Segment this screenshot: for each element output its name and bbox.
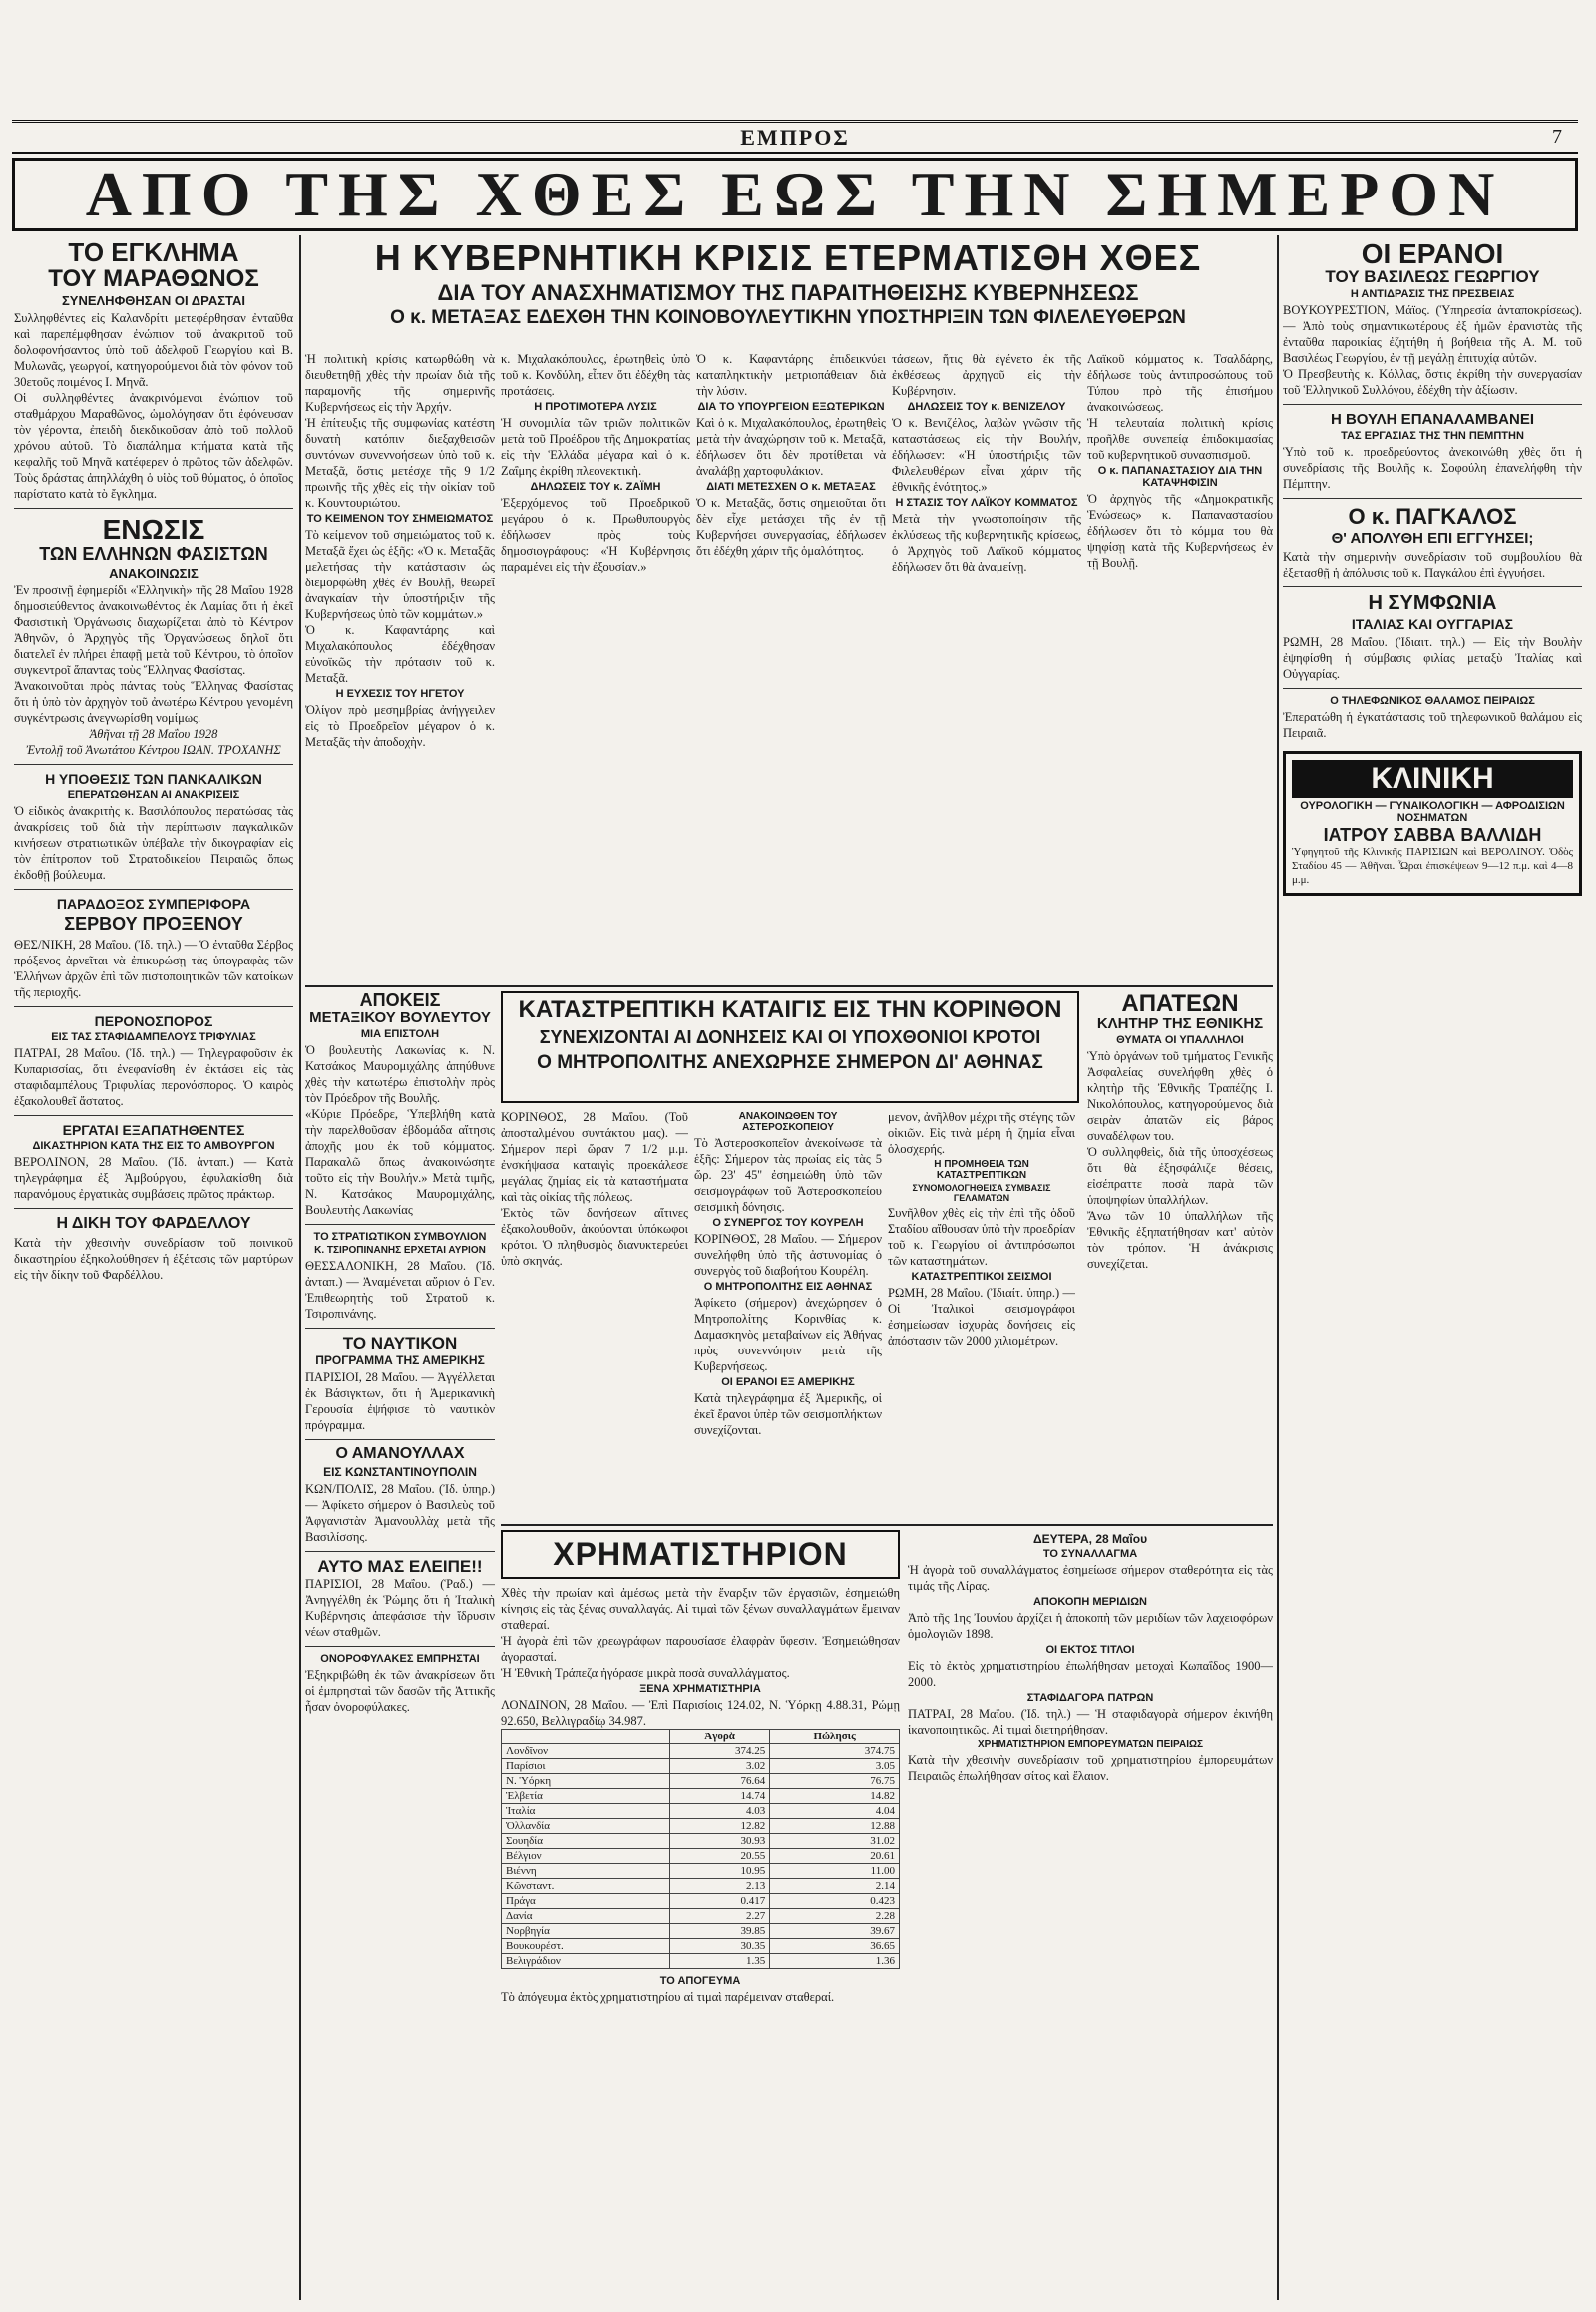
currency-name: Βελιγράδιον xyxy=(502,1954,670,1969)
crisis-col-5 xyxy=(1087,351,1273,979)
article-text: Ἀπὸ τῆς 1ης Ἰουνίου ἀρχίζει ἡ ἀποκοπὴ τῶν μεριδίων τῶν λαχειοφόρων ὁμολογιῶν 1898. xyxy=(908,1611,1273,1641)
rate-value: 76.75 xyxy=(770,1774,900,1789)
currency-name: Κῶνσταντ. xyxy=(502,1879,670,1894)
headline: Η ΚΥΒΕΡΝΗΤΙΚΗ ΚΡΙΣΙΣ ΕΤΕΡΜΑΤΙΣΘΗ ΧΘΕΣ xyxy=(374,239,1202,278)
signature: Ἐντολῇ τοῦ Ἀνωτάτου Κέντρου ΙΩΑΝ. ΤΡΟΧΑΝΗΣ xyxy=(26,742,281,757)
article-text: Ἡ τελευταία πολιτικὴ κρίσις προῆλθε συνεπείᾳ ἐπιδοκιμασίας τοῦ κυβερνητικοῦ συνασπισμοῦ. xyxy=(1087,416,1273,462)
divider xyxy=(305,1646,495,1647)
article-text: Ὁ κ. Μεταξᾶς, ὅστις σημειοῦται ὅτι δὲν εἶχε μετάσχει τῆς ἐν τῇ Κυβερνήσει συνεργασίας, ἐδήλωσεν ὅτι ἐδέχθη χάριν τῆς ὁμαλότητος. xyxy=(696,496,886,558)
article-text: Ἄνω τῶν 10 ὑπαλλήλων τῆς Ἐθνικῆς ἐξηπατήθησαν κατ' αὐτὸν τὸν τρόπον. Ἡ ἀνάκρισις συνεχίζεται. xyxy=(1087,1208,1273,1271)
subheadline: ΔΗΛΩΣΕΙΣ ΤΟΥ κ. ΒΕΝΙΖΕΛΟΥ xyxy=(907,401,1066,413)
subheadline: ΕΙΣ ΚΩΝΣΤΑΝΤΙΝΟΥΠΟΛΙΝ xyxy=(323,1465,477,1480)
bourse-title: ΧΡΗΜΑΤΙΣΤΗΡΙΟΝ xyxy=(501,1530,900,1579)
subheadline: Η ΠΡΟΤΙΜΟΤΕΡΑ ΛΥΣΙΣ xyxy=(534,401,657,413)
subheadline: ΞΕΝΑ ΧΡΗΜΑΤΙΣΤΗΡΙΑ xyxy=(639,1683,761,1695)
currency-name: Σουηδία xyxy=(502,1834,670,1849)
rate-value: 31.02 xyxy=(770,1834,900,1849)
currency-name: Δανία xyxy=(502,1909,670,1924)
article-text: Κατὰ τὴν σημερινὴν συνεδρίασιν τοῦ συμβουλίου θὰ ἐξετασθῇ ἡ ἀπόλυσις τοῦ κ. Παγκάλου ἐπὶ ἐγγυήσει. xyxy=(1283,550,1582,580)
table-row xyxy=(502,1849,900,1864)
rate-value: 12.88 xyxy=(770,1819,900,1834)
article-text: Ὁ βουλευτὴς Λακωνίας κ. Ν. Κατσάκος Μαυρομιχάλης ἀπηύθυνε χθὲς τὴν κατωτέρω ἐπιστολὴν πρὸς τὸν Πρόεδρον τῆς Βουλῆς. xyxy=(305,1042,495,1105)
subheadline: ΑΝΑΚΟΙΝΩΘΕΝ ΤΟΥ ΑΣΤΕΡΟΣΚΟΠΕΙΟΥ xyxy=(738,1111,838,1133)
article-text: Συνῆλθον χθὲς εἰς τὴν ἐπὶ τῆς ὁδοῦ Σταδίου αἴθουσαν ὑπὸ τὴν προεδρίαν τοῦ κ. Γεωργίου οἱ ἀντιπρόσωποι τῶν καταστημάτων. xyxy=(888,1206,1075,1268)
subheadline: ΑΠΟΚΟΠΗ ΜΕΡΙΔΙΩΝ xyxy=(1032,1596,1147,1608)
article-text: Χθὲς τὴν πρωίαν καὶ ἀμέσως μετὰ τὴν ἔναρξιν τῶν ἐργασιῶν, ἐσημειώθη κίνησις εἰς τὰς ξένας συναλλαγάς. Αἱ τιμαὶ τῶν ξένων συναλλαγμάτων ἔμειναν σταθεραί. xyxy=(501,1586,900,1632)
article-text: Ὁ Πρεσβευτὴς κ. Κόλλας, ὅστις ἐκρίθη τὴν συνεργασίαν τοῦ Ἑλληνικοῦ Συλλόγου, ἐδέχθη τὴν ἀξίωσιν. xyxy=(1283,367,1582,398)
currency-name: Λονδῖνον xyxy=(502,1744,670,1759)
headline: Η ΒΟΥΛΗ ΕΠΑΝΑΛΑΜΒΑΝΕΙ xyxy=(1330,411,1535,429)
corinth-header xyxy=(501,991,1079,1103)
headline: Ο ΑΜΑΝΟΥΛΛΑΧ xyxy=(335,1445,465,1463)
article-text: Ὁ κ. Βενιζέλος, λαβὼν γνῶσιν τῆς καταστάσεως εἰς τὴν Βουλήν, ἐδήλωσεν: «Ἡ ὑποστήριξις τῶν Φιλελευθέρων εἶναι χάριν τῆς ἐθνικῆς ἑνότητος.» xyxy=(892,416,1081,494)
rate-value: 1.36 xyxy=(770,1954,900,1969)
corinth-col-2 xyxy=(694,1109,882,1518)
subheadline: Ο ΜΗΤΡΟΠΟΛΙΤΗΣ ΑΝΕΧΩΡΗΣΕ ΣΗΜΕΡΟΝ ΔΙ' ΑΘΗΝΑΣ xyxy=(537,1052,1043,1074)
subheadline: ΔΙΑ ΤΟ ΥΠΟΥΡΓΕΙΟΝ ΕΞΩΤΕΡΙΚΩΝ xyxy=(697,401,885,413)
divider xyxy=(14,508,293,509)
rate-value: 0.417 xyxy=(669,1894,769,1909)
divider xyxy=(305,1224,495,1225)
article-text: Ὀλίγον πρὸ μεσημβρίας ἀνήγγειλεν εἰς τὸ Προεδρεῖον μέγαρον ὁ κ. Μεταξᾶς τὴν ἀποδοχὴν. xyxy=(305,703,495,749)
article-text: Ἀνακοινοῦται πρὸς πάντας τοὺς Ἕλληνας Φασίστας ὅτι ἡ ὑπὸ τὸν ἀρχηγὸν τοῦ ἀνωτέρω Κέντρου γενομένη συγκέντρωσις ἀνεγνωρίσθη νομίμως. xyxy=(14,678,293,725)
subheadline: Ο ΣΥΝΕΡΓΟΣ ΤΟΥ ΚΟΥΡΕΛΗ xyxy=(712,1217,864,1229)
divider xyxy=(14,764,293,765)
bourse-section xyxy=(501,1530,900,2298)
section-rule xyxy=(305,985,1273,987)
rate-value: 4.04 xyxy=(770,1804,900,1819)
corinth-col-1 xyxy=(501,1109,688,1518)
article-text: ΡΩΜΗ, 28 Μαΐου. (Ἰδιαιτ. τηλ.) — Εἰς τὴν Βουλὴν ἐψηφίσθη ἡ σύμβασις φιλίας μεταξὺ Ἰταλίας καὶ Οὐγγαρίας. xyxy=(1283,635,1582,682)
headline: ΕΝΩΣΙΣ xyxy=(102,514,205,546)
crisis-col-4 xyxy=(892,351,1081,979)
currency-name: Ὁλλανδία xyxy=(502,1819,670,1834)
subheadline: ΠΡΟΓΡΑΜΜΑ ΤΗΣ ΑΜΕΡΙΚΗΣ xyxy=(315,1353,485,1368)
article-text: Μετὰ τὴν γνωστοποίησιν τῆς ἐκλύσεως τῆς κυβερνητικῆς κρίσεως, ὁ Ἀρχηγὸς τοῦ Λαϊκοῦ κόμματος ἐδήλωσεν ὅτι θὰ ἀναμείνῃ. xyxy=(892,512,1081,574)
article-text: Τὸ Ἀστεροσκοπεῖον ἀνεκοίνωσε τὰ ἑξῆς: Σήμερον τὰς πρωίας εἰς τὰς 5 ὥρ. 23' 45'' ἐσημειώθη ὑπὸ τῶν σεισμογράφων τοῦ Ἀστεροσκοπείου σεισμικὴ δόνησις. xyxy=(694,1136,882,1214)
headline: ΑΥΤΟ ΜΑΣ ΕΛΕΙΠΕ!! xyxy=(317,1557,483,1577)
table-header: Πώλησις xyxy=(770,1730,900,1744)
subheadline: ΔΗΛΩΣΕΙΣ ΤΟΥ κ. ΖΑΪΜΗ xyxy=(530,481,661,493)
subheadline: ΣΤΑΦΙΔΑΓΟΡΑ ΠΑΤΡΩΝ xyxy=(1026,1692,1154,1704)
article-text: Καὶ ὁ κ. Μιχαλακόπουλος, ἐρωτηθεὶς μετὰ τὴν ἀναχώρησιν τοῦ κ. Μεταξᾶ, ἐδήλωσεν ὅτι δὲν προτίθεται νὰ ἀναλάβῃ χαρτοφυλάκιον. xyxy=(696,416,886,478)
rate-value: 4.03 xyxy=(669,1804,769,1819)
headline: ΠΕΡΟΝΟΣΠΟΡΟΣ xyxy=(94,1012,213,1029)
article-text: ΠΑΡΙΣΙΟΙ, 28 Μαΐου. — Ἀγγέλλεται ἐκ Βάσιγκτων, ὅτι ἡ Ἀμερικανικὴ Γερουσία ἐψήφισε τὸ ναυτικὸν πρόγραμμα. xyxy=(305,1370,495,1433)
article-text: Ἐξερχόμενος τοῦ Προεδρικοῦ μεγάρου ὁ κ. Πρωθυπουργὸς ἐδήλωσεν πρὸς τοὺς δημοσιογράφους: «Ἡ Κυβέρνησις παραμένει εἰς τὴν ἐξουσίαν.» xyxy=(501,496,690,574)
headline: ΚΑΤΑΣΤΡΕΠΤΙΚΗ ΚΑΤΑΙΓΙΣ ΕΙΣ ΤΗΝ ΚΟΡΙΝΘΟΝ xyxy=(518,996,1062,1023)
divider xyxy=(14,1006,293,1007)
headline: ΑΠΟΚΕΙΣ xyxy=(359,991,441,1010)
table-row xyxy=(502,1819,900,1834)
subheadline: ΤΟ ΣΥΝΑΛΛΑΓΜΑ xyxy=(1042,1548,1138,1560)
subheadline: ΣΥΝΕΛΗΦΘΗΣΑΝ ΟΙ ΔΡΑΣΤΑΙ xyxy=(61,293,246,309)
divider xyxy=(14,1115,293,1116)
crisis-col-3 xyxy=(696,351,886,979)
article-text: Ἡ ἀγορὰ τοῦ συναλλάγματος ἐσημείωσε σήμερον σταθερότητα εἰς τὰς τιμάς τῆς Λίρας. xyxy=(908,1563,1273,1593)
article-text: Κατὰ τὴν χθεσινὴν συνεδρίασιν τοῦ ποινικοῦ δικαστηρίου ἐξηκολούθησεν ἡ ἐξέτασις τῶν μαρτύρων εἰς τὴν δίκην τοῦ Φαρδέλλου. xyxy=(14,1235,293,1282)
rate-value: 14.74 xyxy=(669,1789,769,1804)
article-text: Ὁ ἀρχηγὸς τῆς «Δημοκρατικῆς Ἑνώσεως» κ. Παπαναστασίου ἐδήλωσεν ὅτι τὸ κόμμα του θὰ ψηφίσῃ κατὰ τῆς Κυβερνήσεως ἐν τῇ Βουλῇ. xyxy=(1087,492,1273,570)
article-text: Ὁ κ. Καφαντάρης καὶ Μιχαλακόπουλος ἐδέχθησαν εὐνοϊκῶς τὴν πρότασιν τοῦ κ. Μεταξᾶ. xyxy=(305,623,495,685)
article-text: Ὁ κ. Καφαντάρης ἐπιδεικνύει καταπληκτικὴν μετριοπάθειαν διὰ τὴν λύσιν. xyxy=(696,352,886,398)
divider xyxy=(1283,498,1582,499)
article-text: Συλληφθέντες εἰς Καλανδρίτι μετεφέρθησαν ἐνταῦθα καὶ παρεπέμφθησαν ἐνώπιον τοῦ ἀνακριτοῦ τοῦ δολοφονήσαντος ὑπὸ τοῦ ἀδελφοῦ Γεωργίου καὶ Β. Μυλωνᾶς, γεωργοί, κατηγορούμενοι διὰ τὸν φόνον τοῦ 30ετοῦς ποιμένος Ι. Μηνᾶ. xyxy=(14,311,293,390)
table-row xyxy=(502,1954,900,1969)
subheadline: Ο ΜΗΤΡΟΠΟΛΙΤΗΣ ΕΙΣ ΑΘΗΝΑΣ xyxy=(703,1281,873,1293)
section-rule xyxy=(501,1524,1273,1526)
headline: ΣΕΡΒΟΥ ΠΡΟΞΕΝΟΥ xyxy=(64,913,243,934)
crisis-col-1 xyxy=(305,351,495,979)
divider xyxy=(305,1328,495,1329)
subheadline: ΜΙΑ ΕΠΙΣΤΟΛΗ xyxy=(360,1027,440,1040)
divider xyxy=(1283,688,1582,689)
subheadline: ΤΟ ΚΕΙΜΕΝΟΝ ΤΟΥ ΣΗΜΕΙΩΜΑΤΟΣ xyxy=(306,513,494,525)
table-row xyxy=(502,1774,900,1789)
middle-left-column xyxy=(305,991,495,2298)
currency-name: Παρίσιοι xyxy=(502,1759,670,1774)
subheadline: ΟΙ ΕΡΑΝΟΙ ΕΞ ΑΜΕΡΙΚΗΣ xyxy=(721,1376,855,1388)
subheadline: Η ΠΡΟΜΗΘΕΙΑ ΤΩΝ ΚΑΤΑΣΤΡΕΠΤΙΚΩΝ xyxy=(934,1159,1029,1181)
ad-doctor: ΙΑΤΡΟΥ ΣΑΒΒΑ ΒΑΛΛΙΔΗ xyxy=(1323,825,1542,846)
article-text: κ. Μιχαλακόπουλος, ἐρωτηθεὶς ὑπὸ τοῦ κ. Κονδύλη, εἶπεν ὅτι ἐδέχθη τὰς προτάσεις. xyxy=(501,352,690,398)
signature-date: Ἀθῆναι τῇ 28 Μαΐου 1928 xyxy=(89,726,218,741)
article-text: Κατὰ τηλεγράφημα ἐξ Ἀμερικῆς, οἱ ἐκεῖ ἔρανοι ὑπὲρ τῶν σεισμοπλήκτων συνεχίζονται. xyxy=(694,1391,882,1437)
table-row xyxy=(502,1909,900,1924)
table-row xyxy=(502,1894,900,1909)
rate-value: 2.27 xyxy=(669,1909,769,1924)
corinth-col-3 xyxy=(888,1109,1075,1518)
table-header: Ἀγορὰ xyxy=(669,1730,769,1744)
article-text: Ὁ εἰδικὸς ἀνακριτὴς κ. Βασιλόπουλος περατώσας τὰς ἀνακρίσεις τοῦ διὰ τὴν περίπτωσιν παγκαλικῶν κινήσεων στρατιωτικῶν ὑπέβαλε τὴν δικογραφίαν εἰς τὸν ἐπίτροπον τοῦ Στρατοδικείου Πειραιῶς ὅπως ἐκδοθῇ βούλευμα. xyxy=(14,803,293,882)
column-rule xyxy=(1277,235,1279,2300)
column-rule xyxy=(299,235,301,2300)
subheadline: ΔΙΑ ΤΟΥ ΑΝΑΣΧΗΜΑΤΙΣΜΟΥ ΤΗΣ ΠΑΡΑΙΤΗΘΕΙΣΗΣ ΚΥΒΕΡΝΗΣΕΩΣ xyxy=(437,279,1139,305)
subheadline: ΣΥΝΕΧΙΖΟΝΤΑΙ ΑΙ ΔΟΝΗΣΕΙΣ ΚΑΙ ΟΙ ΥΠΟΧΘΟΝΙΟΙ ΚΡΟΤΟΙ xyxy=(539,1027,1041,1048)
article-text: ΚΟΡΙΝΘΟΣ, 28 Μαΐου. — Σήμερον συνελήφθη ὑπὸ τῆς ἀστυνομίας ὁ συνεργὸς τοῦ διαβοήτου Κουρέλη. xyxy=(694,1232,882,1278)
subheadline: ΤΑΣ ΕΡΓΑΣΙΑΣ ΤΗΣ ΤΗΝ ΠΕΜΠΤΗΝ xyxy=(1341,430,1524,443)
rate-value: 30.93 xyxy=(669,1834,769,1849)
article-text: Λαϊκοῦ κόμματος κ. Τσαλδάρης, ἐδήλωσε τοὺς ἀντιπροσώπους τοῦ Τύπου πρὸ τῆς ἐπισήμου ἀνακοινώσεως. xyxy=(1087,352,1273,414)
right-column xyxy=(1283,239,1582,2294)
headline: ΟΝΟΡΟΦΥΛΑΚΕΣ ΕΜΠΡΗΣΤΑΙ xyxy=(320,1653,480,1666)
article-text: ΘΕΣ/ΝΙΚΗ, 28 Μαΐου. (Ἰδ. τηλ.) — Ὁ ἐνταῦθα Σέρβος πρόξενος ἀρνεῖται νὰ ἐπικυρώσῃ τὰς ὑπογραφὰς τῶν Ἑλλήνων ἀρχῶν ἐπὶ τῶν πιστοποιητικῶν τῶν κατοίκων τῆς περιοχῆς. xyxy=(14,937,293,999)
rate-value: 3.05 xyxy=(770,1759,900,1774)
table-row xyxy=(502,1744,900,1759)
currency-name: Πράγα xyxy=(502,1894,670,1909)
rate-value: 20.55 xyxy=(669,1849,769,1864)
currency-name: Ἰταλία xyxy=(502,1804,670,1819)
article-text: Κατὰ τὴν χθεσινὴν συνεδρίασιν τοῦ χρηματιστηρίου ἐμπορευμάτων Πειραιῶς ἐπωλήθησαν σίτος καὶ ἔλαιον. xyxy=(908,1753,1273,1783)
article-text: Ἐπερατώθη ἡ ἐγκατάστασις τοῦ τηλεφωνικοῦ θαλάμου εἰς Πειραιᾶ. xyxy=(1283,710,1582,741)
subheadline: ΔΙΚΑΣΤΗΡΙΟΝ ΚΑΤΑ ΤΗΣ ΕΙΣ ΤΟ ΑΜΒΟΥΡΓΟΝ xyxy=(32,1139,275,1152)
article-text: Ἐκτὸς τῶν δονήσεων αἵτινες ἐξακολουθοῦν, ἀκούονται ὑπόκωφοι κρότοι. Ὁ πληθυσμὸς διανυκτερεύει ὑπὸ σκηνάς. xyxy=(501,1206,688,1268)
article-text: Ἐν προσινῇ ἐφημερίδι «Ἑλληνικὴ» τῆς 28 Μαΐου 1928 δημοσιεύθεντος ἀνακοινωθέντος ἐκ Λαμίας ὅτι ἡ ἐκεῖ Φασιστικὴ Ὀργάνωσις διαχωρίζεται ἀπὸ τὸ Κέντρον Ἀθηνῶν, ὁ Ἀρχηγὸς τῆς Ὀργανώσεως δηλοῖ ὅτι διατελεῖ ἐν πλήρει ἐπαφῇ μετὰ τοῦ Κέντρου, τὸ ὁποῖον συγκεντροῖ ἅπαντας τοὺς Ἕλληνας Φασίστας. xyxy=(14,582,293,677)
subheadline: Ο κ. ΜΕΤΑΞΑΣ ΕΔΕΧΘΗ ΤΗΝ ΚΟΙΝΟΒΟΥΛΕΥΤΙΚΗΝ ΥΠΟΣΤΗΡΙΞΙΝ ΤΩΝ ΦΙΛΕΛΕΥΘΕΡΩΝ xyxy=(390,306,1186,328)
article-text: Ὑπὸ τοῦ κ. προεδρεύοντος ἀνεκοινώθη χθὲς ὅτι ἡ συνεδρίασις τῆς Βουλῆς κ. Σοφούλη ἐπανελήφθη τὴν Πέμπτην. xyxy=(1283,445,1582,492)
currency-name: Βουκουρέστ. xyxy=(502,1939,670,1954)
divider xyxy=(1283,404,1582,405)
article-text: ΒΕΡΟΛΙΝΟΝ, 28 Μαΐου. (Ἰδ. ἀνταπ.) — Κατὰ τηλεγράφημα ἐξ Ἀμβούργου, ἐφυλακίσθη διὰ παρανόμους ἐργατικὰς συμβάσεις πρῶτος πράκτωρ. xyxy=(14,1154,293,1201)
rate-value: 374.25 xyxy=(669,1744,769,1759)
rate-value: 39.85 xyxy=(669,1924,769,1939)
ad-title: ΚΛΙΝΙΚΗ xyxy=(1292,760,1573,798)
exchange-rates-table xyxy=(501,1729,900,1969)
table-row xyxy=(502,1834,900,1849)
rate-value: 1.35 xyxy=(669,1954,769,1969)
crisis-header xyxy=(305,239,1271,349)
table-row xyxy=(502,1789,900,1804)
article-text: ΠΑΡΙΣΙΟΙ, 28 Μαΐου. (Ῥαδ.) — Ἀνηγγέλθη ἐκ Ῥώμης ὅτι ἡ Ἰταλικὴ Κυβέρνησις ἀπεφάσισε τὴν ἵδρυσιν νέων σταθμῶν. xyxy=(305,1577,495,1640)
rate-value: 11.00 xyxy=(770,1864,900,1879)
left-column xyxy=(14,239,293,2294)
rate-value: 2.14 xyxy=(770,1879,900,1894)
paper-name: ΕΜΠΡΟΣ xyxy=(740,124,850,150)
headline: ΤΟ ΣΤΡΑΤΙΩΤΙΚΟΝ ΣΥΜΒΟΥΛΙΟΝ xyxy=(313,1230,487,1243)
subheadline: ΕΠΕΡΑΤΩΘΗΣΑΝ ΑΙ ΑΝΑΚΡΙΣΕΙΣ xyxy=(67,788,240,801)
headline: ΜΕΤΑΞΙΚΟΥ ΒΟΥΛΕΥΤΟΥ xyxy=(309,1008,491,1026)
bourse-column-2 xyxy=(908,1530,1273,2298)
currency-name: Ν. Ὑόρκη xyxy=(502,1774,670,1789)
subheadline: ΕΙΣ ΤΑΣ ΣΤΑΦΙΔΑΜΠΕΛΟΥΣ ΤΡΙΦΥΛΙΑΣ xyxy=(51,1030,256,1043)
subheadline: ΑΝΑΚΟΙΝΩΣΙΣ xyxy=(109,565,199,580)
page-number: 7 xyxy=(1552,126,1562,148)
headline: ΤΟ ΝΑΥΤΙΚΟΝ xyxy=(342,1333,458,1352)
article-text: Ἡ ἀγορὰ ἐπὶ τῶν χρεωγράφων παρουσίασε ἐλαφρὰν ὕφεσιν. Ἐσημειώθησαν ἀγορασταί. xyxy=(501,1634,900,1664)
article-text: Ἡ συνομιλία τῶν τριῶν πολιτικῶν μετὰ τοῦ Προέδρου τῆς Δημοκρατίας εἰς τὴν Ἑλλάδα μέγαρα καὶ ὁ κ. Ζαΐμης ἐκρίθη πλεονεκτικὴ. xyxy=(501,416,690,478)
rate-value: 3.02 xyxy=(669,1759,769,1774)
headline: ΤΟΥ ΒΑΣΙΛΕΩΣ ΓΕΩΡΓΙΟΥ xyxy=(1325,267,1540,287)
table-row xyxy=(502,1879,900,1894)
divider xyxy=(305,1439,495,1440)
headline: ΟΙ ΕΡΑΝΟΙ xyxy=(1361,239,1504,269)
article-text: ΚΟΡΙΝΘΟΣ, 28 Μαΐου. (Τοῦ ἀποσταλμένου συντάκτου μας). — Σήμερον περὶ ὥραν 7 1/2 μ.μ. ἐνσκήψασα καταιγὶς προεκάλεσε μεγάλας ζημίας εἰς τὰ καταστήματα καὶ τὰς οἰκίας τῆς πόλεως. xyxy=(501,1110,688,1204)
article-text: Ὁ συλληφθεὶς, διὰ τῆς ὑποσχέσεως ὅτι θὰ ἐξησφάλιζε θέσεις, εἰσέπραττε ποσὰ παρὰ τῶν ὑποψηφίων ὑπαλλήλων. xyxy=(1087,1144,1273,1207)
rate-value: 374.75 xyxy=(770,1744,900,1759)
headline: Ο ΤΗΛΕΦΩΝΙΚΟΣ ΘΑΛΑΜΟΣ ΠΕΙΡΑΙΩΣ xyxy=(1330,695,1535,708)
article-text: Ὑπὸ ὀργάνων τοῦ τμήματος Γενικῆς Ἀσφαλείας συνελήφθη χθὲς ὁ κλητὴρ τῆς Ἐθνικῆς Τραπέζης Ι. Νικολόπουλος, κατηγορούμενος διὰ σειρὰν ἀπατῶν εἰς βάρος συναδέλφων του. xyxy=(1087,1048,1273,1143)
article-text: Οἱ συλληφθέντες ἀνακρινόμενοι ἐνώπιον τοῦ σταθμάρχου Μαραθῶνος, ὡμολόγησαν ὅτι ἐφόνευσαν τὸν γέροντα, ἐπειδὴ διεκδικοῦσαν ἀπὸ τοῦ πολλοῦ χρόνου αὐτοῦ. Τὸ διαπάλημα κτήματα κατὰ τῆς κεφαλῆς τοῦ Μηνᾶ κατέφερεν ὁ πρῶτος τῶν ἀδελφῶν. Τοὺς δράστας ἀπηλλάχθη ὁ υἱὸς τοῦ θύματος, ὁ ὁποῖος παρίστατο κατὰ τὸ ἔγκλημα. xyxy=(14,391,293,502)
subheadline: ΘΥΜΑΤΑ ΟΙ ΥΠΑΛΛΗΛΟΙ xyxy=(1116,1033,1244,1046)
article-text: Τὸ κείμενον τοῦ σημειώματος τοῦ κ. Μεταξᾶ ἔχει ὡς ἑξῆς: «Ὁ κ. Μεταξᾶς μελετήσας τὴν κατάστασιν ὡς διεμορφώθη χθὲς ἐν Βουλῇ, θεωρεῖ ἀναγκαίαν τὴν ὑποστήριξιν τῆς Κυβερνήσεως ὑπὸ τῶν κομμάτων.» xyxy=(305,528,495,621)
article-text: ΠΑΤΡΑΙ, 28 Μαΐου. (Ἰδ. τηλ.) — Ἡ σταφιδαγορὰ σήμερον ἐκινήθη ἱκανοποιητικῶς. Αἱ τιμαὶ διετηρήθησαν. xyxy=(908,1707,1273,1736)
article-text: ΠΑΤΡΑΙ, 28 Μαΐου. (Ἰδ. τηλ.) — Τηλεγραφοῦσιν ἐκ Κυπαρισσίας, ὅτι ἐνεφανίσθη ἐν ἐκτάσει εἰς τὰς σταφιδαμπέλους Τριφυλίας περονόσπορος. Ὁ καιρὸς ἐξακολουθεῖ ἄστατος. xyxy=(14,1045,293,1108)
subheadline: ΟΙ ΕΚΤΟΣ ΤΙΤΛΟΙ xyxy=(1045,1644,1135,1656)
article-text: Ἡ Ἐθνικὴ Τράπεζα ἠγόρασε μικρὰ ποσὰ συναλλάγματος. xyxy=(501,1666,790,1680)
headline: ΤΟ ΕΓΚΛΗΜΑ xyxy=(68,239,239,267)
article-text: Τὸ ἀπόγευμα ἐκτὸς χρηματιστηρίου αἱ τιμαὶ παρέμειναν σταθεραί. xyxy=(501,1990,835,2004)
subheadline: ΚΑΤΑΣΤΡΕΠΤΙΚΟΙ ΣΕΙΣΜΟΙ xyxy=(911,1271,1052,1283)
article-text: μενον, ἀνῆλθον μέχρι τῆς στέγης τῶν οἰκιῶν. Εἰς τινὰ μέρη ἡ ζημία εἶναι ὁλοσχερής. xyxy=(888,1110,1075,1156)
rate-value: 10.95 xyxy=(669,1864,769,1879)
table-row xyxy=(502,1759,900,1774)
ad-subtitle: ΟΥΡΟΛΟΓΙΚΗ — ΓΥΝΑΙΚΟΛΟΓΙΚΗ — ΑΦΡΟΔΙΣΙΩΝ ΝΟΣΗΜΑΤΩΝ xyxy=(1300,800,1565,825)
divider xyxy=(14,1208,293,1209)
headline: ΚΛΗΤΗΡ ΤΗΣ ΕΘΝΙΚΗΣ xyxy=(1096,1015,1264,1033)
headline: Η ΔΙΚΗ ΤΟΥ ΦΑΡΔΕΛΛΟΥ xyxy=(56,1214,251,1232)
subheadline: Θ' ΑΠΟΛΥΘΗ ΕΠΙ ΕΓΓΥΗΣΕΙ; xyxy=(1331,530,1534,548)
subheadline: Κ. ΤΣΙΡΟΠΙΝΑΝΗΣ ΕΡΧΕΤΑΙ ΑΥΡΙΟΝ xyxy=(314,1244,486,1256)
article-text: ΡΩΜΗ, 28 Μαΐου. (Ἰδιαίτ. ὑπηρ.) — Οἱ Ἰταλικοὶ σεισμογράφοι ἐσημείωσαν ἰσχυρὰς δονήσεις εἰς ἀπόστασιν τῶν 2000 χιλιομέτρων. xyxy=(888,1286,1075,1348)
ad-text: Ὑφηγητοῦ τῆς Κλινικῆς ΠΑΡΙΣΙΩΝ καὶ ΒΕΡΟΛΙΝΟΥ. Ὁδὸς Σταδίου 45 — Ἀθῆναι. Ὧραι ἐπισκέψεων 9—12 π.μ. καὶ 4—8 μ.μ. xyxy=(1292,846,1573,887)
subheadline: ΤΟ ΑΠΟΓΕΥΜΑ xyxy=(659,1975,741,1987)
article-text: Ἡ ἐπίτευξις τῆς συμφωνίας κατέστη δυνατὴ κατόπιν διεξαχθεισῶν συντόνων συνεννοήσεων ὑπὸ τοῦ κ. Μεταξᾶ, ὅστις μετέσχε τῆς 9 1/2 πρωινῆς τῆς χθὲς εἰς τὴν οἰκίαν τοῦ κ. Κουντουριώτου. xyxy=(305,416,495,510)
subheadline: Η ΣΤΑΣΙΣ ΤΟΥ ΛΑΪΚΟΥ ΚΟΜΜΑΤΟΣ xyxy=(895,497,1078,509)
headline: ΑΠΑΤΕΩΝ xyxy=(1121,991,1239,1017)
divider xyxy=(305,1551,495,1552)
divider xyxy=(1283,586,1582,587)
date-line: ΔΕΥΤΕΡΑ, 28 Μαΐου xyxy=(1032,1532,1148,1546)
table-header-row xyxy=(502,1730,900,1744)
subheadline: ΣΥΝΟΜΟΛΟΓΗΘΕΙΣΑ ΣΥΜΒΑΣΙΣ ΓΕΛΑΜΑΤΩΝ xyxy=(912,1183,1051,1203)
table-row xyxy=(502,1924,900,1939)
table-header xyxy=(502,1730,670,1744)
subheadline: Ο κ. ΠΑΠΑΝΑΣΤΑΣΙΟΥ ΔΙΑ ΤΗΝ ΚΑΤΑΨΗΦΙΣΙΝ xyxy=(1097,465,1263,489)
currency-name: Βέλγιον xyxy=(502,1849,670,1864)
rate-value: 76.64 xyxy=(669,1774,769,1789)
clinic-advertisement xyxy=(1283,751,1582,896)
rate-value: 12.82 xyxy=(669,1819,769,1834)
divider xyxy=(14,889,293,890)
subheadline: ΙΤΑΛΙΑΣ ΚΑΙ ΟΥΓΓΑΡΙΑΣ xyxy=(1351,616,1514,633)
article-text: «Κύριε Πρόεδρε, Ὑπεβλήθη κατὰ τὴν παρελθοῦσαν ἑβδομάδα αἴτησις ἀποχῆς μου ἐκ τοῦ κόμματος. Παρακαλῶ ὅπως ἀνακοινώσητε τοῦτο εἰς τὴν Βουλήν.» Μετὰ τιμῆς, Ν. Κατσάκος Μαυρομιχάλης, Βουλευτὴς Λακωνίας xyxy=(305,1106,495,1217)
masthead xyxy=(12,120,1578,154)
currency-name: Βιέννη xyxy=(502,1864,670,1879)
article-text: τάσεων, ἥτις θὰ ἐγένετο ἐκ τῆς ἐκθέσεως ἀρχηγοῦ εἰς τὴν Κυβέρνησιν. xyxy=(892,352,1081,398)
rate-value: 30.35 xyxy=(669,1939,769,1954)
page-banner: ΑΠΟ ΤΗΣ ΧΘΕΣ ΕΩΣ ΤΗΝ ΣΗΜΕΡΟΝ xyxy=(12,158,1578,231)
subheadline: Η ΑΝΤΙΔΡΑΣΙΣ ΤΗΣ ΠΡΕΣΒΕΙΑΣ xyxy=(1350,288,1515,301)
headline: ΤΩΝ ΕΛΛΗΝΩΝ ΦΑΣΙΣΤΩΝ xyxy=(39,543,268,564)
fraud-article xyxy=(1087,991,1273,1520)
headline: Η ΥΠΟΘΕΣΙΣ ΤΩΝ ΠΑΝΚΑΛΙΚΩΝ xyxy=(45,770,262,787)
article-text: Ἡ πολιτικὴ κρίσις κατωρθώθη νὰ διευθετηθῇ χθὲς τὴν πρωίαν διὰ τῆς παραμονῆς τῆς σημερινῆς Κυβερνήσεως εἰς τὴν Ἀρχήν. xyxy=(305,352,495,414)
crisis-col-2 xyxy=(501,351,690,979)
rate-value: 14.82 xyxy=(770,1789,900,1804)
article-text: ΘΕΣΣΑΛΟΝΙΚΗ, 28 Μαΐου. (Ἰδ. ἀνταπ.) — Ἀναμένεται αὔριον ὁ Γεν. Ἐπιθεωρητὴς τοῦ Στρατοῦ κ. Τσιροπινάνης. xyxy=(305,1258,495,1321)
rate-value: 2.28 xyxy=(770,1909,900,1924)
headline: ΤΟΥ ΜΑΡΑΘΩΝΟΣ xyxy=(48,265,259,293)
subheadline: ΧΡΗΜΑΤΙΣΤΗΡΙΟΝ ΕΜΠΟΡΕΥΜΑΤΩΝ ΠΕΙΡΑΙΩΣ xyxy=(977,1739,1204,1750)
article-text: Ἀφίκετο (σήμερον) ἀνεχώρησεν ὁ Μητροπολίτης Κορινθίας κ. Δαμασκηνὸς μεταβαίνων εἰς Ἀθήνας πρὸς συνεννόησιν μετὰ τῆς Κυβερνήσεως. xyxy=(694,1296,882,1373)
currency-name: Νορβηγία xyxy=(502,1924,670,1939)
currency-name: Ἑλβετία xyxy=(502,1789,670,1804)
subheadline: ΔΙΑΤΙ ΜΕΤΕΣΧΕΝ Ο κ. ΜΕΤΑΞΑΣ xyxy=(706,481,876,493)
rate-value: 2.13 xyxy=(669,1879,769,1894)
article-text: ΚΩΝ/ΠΟΛΙΣ, 28 Μαΐου. (Ἰδ. ὑπηρ.) — Ἀφίκετο σήμερον ὁ Βασιλεὺς τοῦ Ἀφγανιστὰν Ἀμανουλλὰχ μετὰ τῆς Βασιλίσσης. xyxy=(305,1482,495,1545)
table-row xyxy=(502,1864,900,1879)
subheadline: Η ΕΥΧΕΣΙΣ ΤΟΥ ΗΓΕΤΟΥ xyxy=(335,688,465,700)
article-text: ΒΟΥΚΟΥΡΕΣΤΙΟΝ, Μάϊος. (Ὑπηρεσία ἀνταποκρίσεως). — Ἀπὸ τοὺς σημαντικωτέρους ἐξ ἡμῶν ἐρανιστὰς τῆς ἐνταῦθα παροικίας ἐζητήθη ἡ βοήθεια τῆς Α. Μ. τοῦ Βασιλέως Γεωργίου, ἐν τῇ μεγάλῃ ἐπιτυχίᾳ αὐτῶν. xyxy=(1283,303,1582,366)
article-text: Εἰς τὸ ἐκτὸς χρηματιστηρίου ἐπωλήθησαν μετοχαὶ Κωπαΐδος 1900—2000. xyxy=(908,1659,1273,1689)
headline: Η ΣΥΜΦΩΝΙΑ xyxy=(1368,592,1497,615)
table-row xyxy=(502,1804,900,1819)
article-text: Ἐξηκριβώθη ἐκ τῶν ἀνακρίσεων ὅτι οἱ ἐμπρησταὶ τῶν δασῶν τῆς Ἀττικῆς ἦσαν ὀνοροφύλακες. xyxy=(305,1668,495,1715)
rate-value: 36.65 xyxy=(770,1939,900,1954)
headline: ΠΑΡΑΔΟΞΟΣ ΣΥΜΠΕΡΙΦΟΡΑ xyxy=(56,895,251,912)
rate-value: 20.61 xyxy=(770,1849,900,1864)
rate-value: 0.423 xyxy=(770,1894,900,1909)
table-row xyxy=(502,1939,900,1954)
article-text: ΛΟΝΔΙΝΟΝ, 28 Μαΐου. — Ἐπὶ Παρισίοις 124.02, Ν. Ὑόρκῃ 4.88.31, Ρώμῃ 92.650, Βελλιγραδίῳ 34.987. xyxy=(501,1698,900,1728)
headline: ΕΡΓΑΤΑΙ ΕΞΑΠΑΤΗΘΕΝΤΕΣ xyxy=(62,1121,245,1138)
headline: Ο κ. ΠΑΓΚΑΛΟΣ xyxy=(1348,504,1517,530)
rate-value: 39.67 xyxy=(770,1924,900,1939)
